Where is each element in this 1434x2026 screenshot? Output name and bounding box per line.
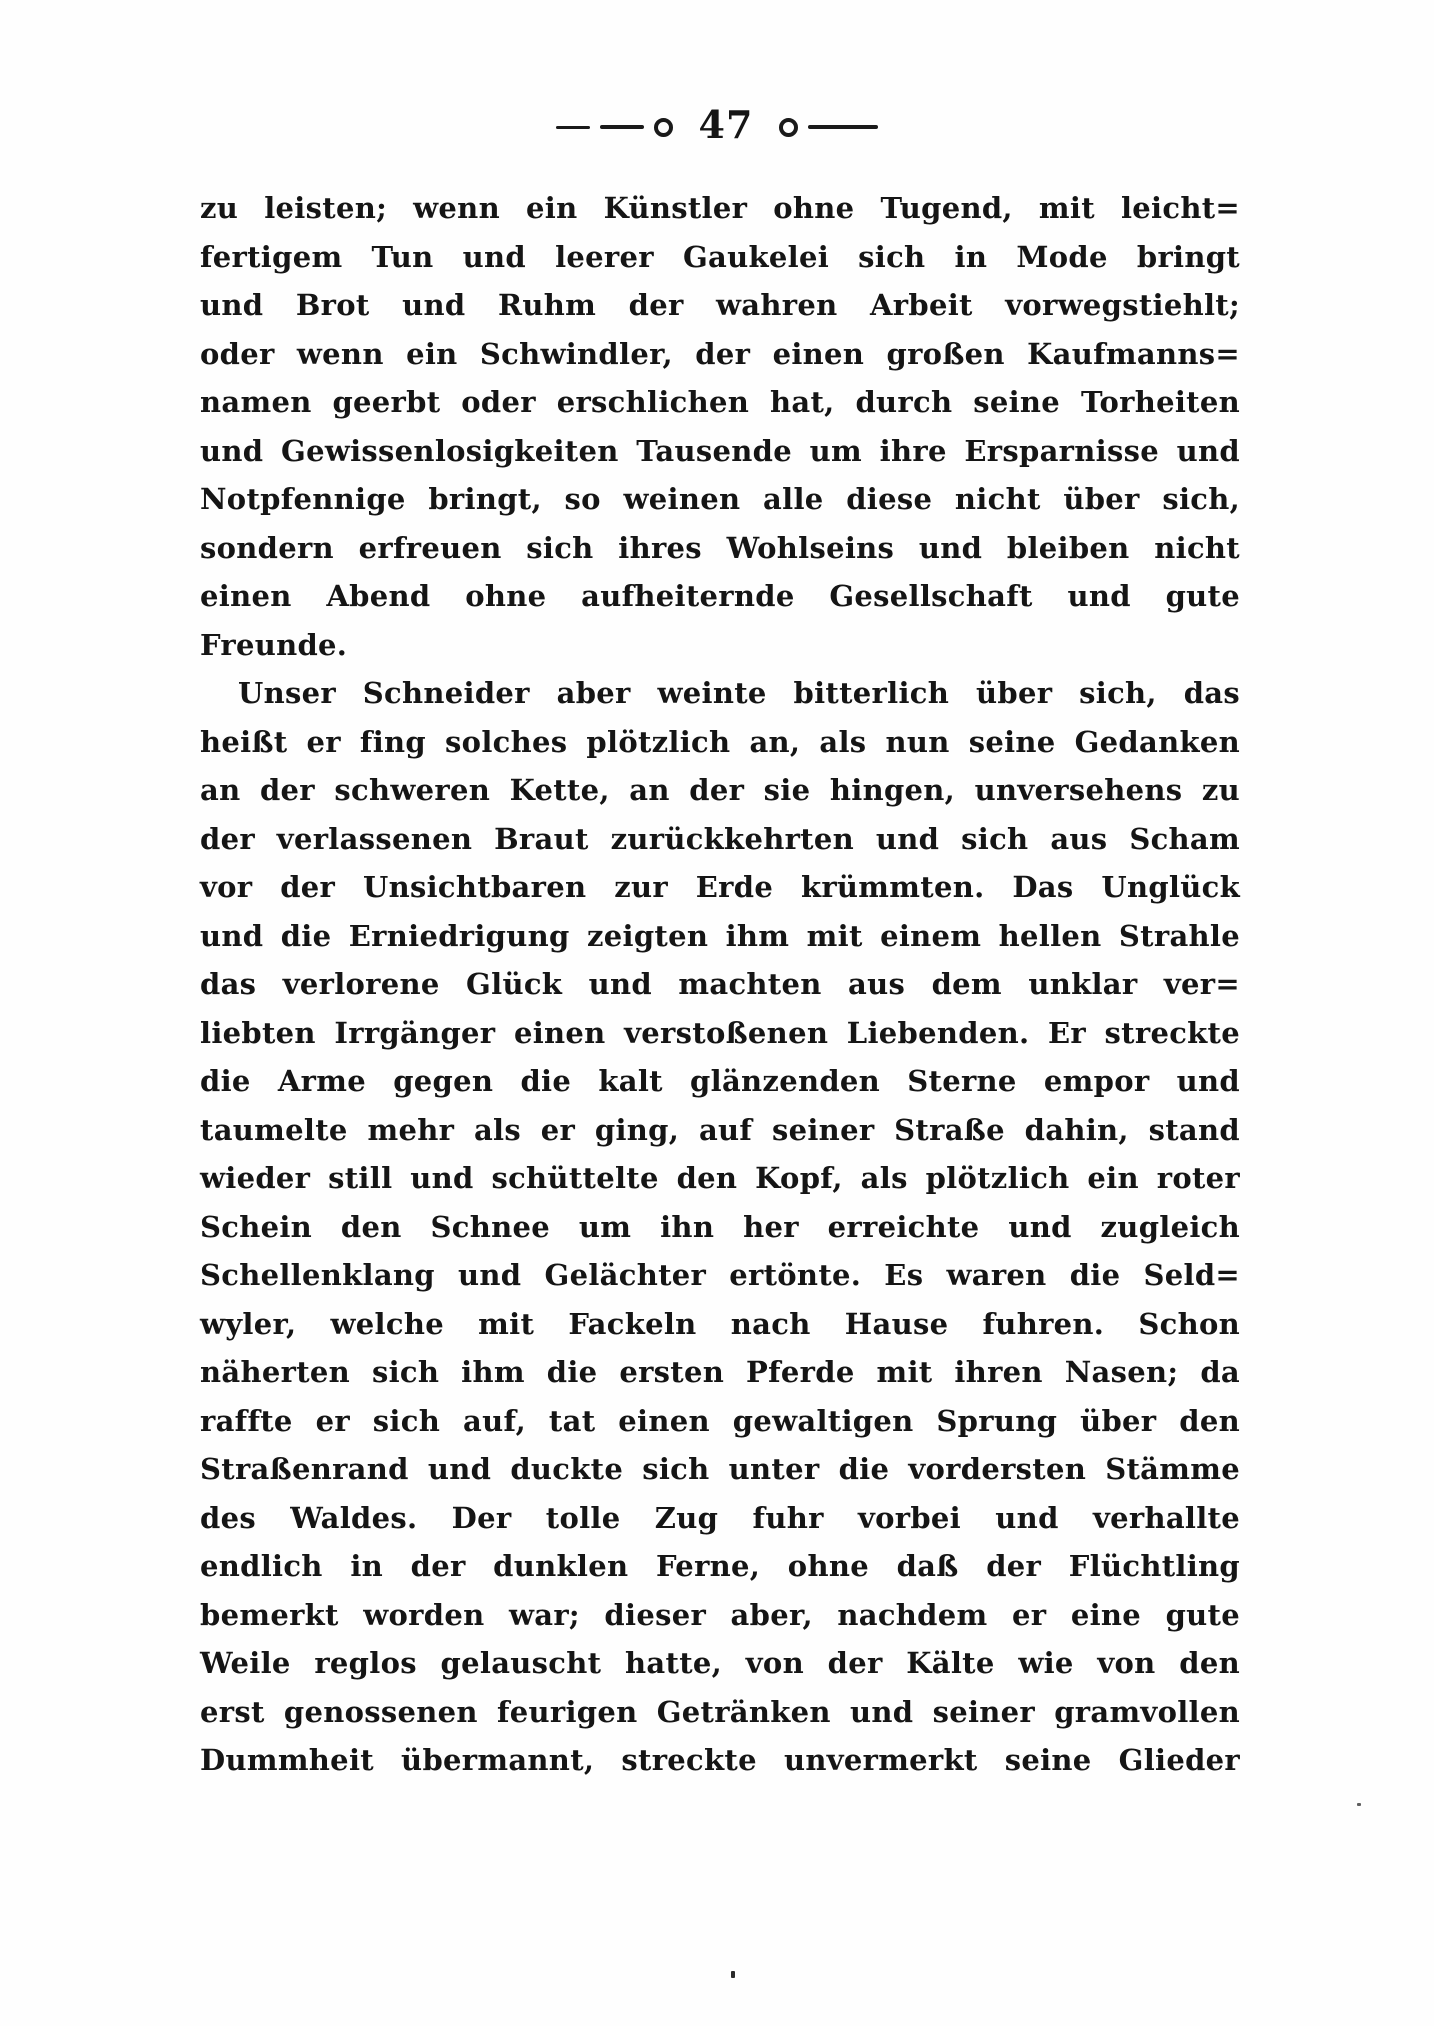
scan-speck (1357, 1803, 1361, 1806)
text-line: endlich in der dunklen Ferne, ohne daß der Flüchtling (200, 1549, 1240, 1583)
text-block (200, 184, 1240, 1785)
text-line: vor der Unsichtbaren zur Erde krümmten. Das Unglück (200, 870, 1240, 904)
text-line: Freunde. (200, 627, 348, 662)
text-line: näherten sich ihm die ersten Pferde mit ihren Nasen; da (200, 1355, 1240, 1389)
head-rule-left-inner (600, 125, 644, 129)
running-head (0, 104, 1434, 150)
text-line: das verlorene Glück und machten aus dem unklar ver= (200, 967, 1240, 1001)
text-line: heißt er fing solches plötzlich an, als nun seine Gedanken (200, 724, 1240, 759)
text-line: Notpfennige bringt, so weinen alle diese nicht über sich, (200, 482, 1240, 516)
page-number: 47 (698, 102, 754, 147)
text-line: und die Erniedrigung zeigten ihm mit einem hellen Strahle (200, 918, 1240, 953)
text-line: und Gewissenlosigkeiten Tausende um ihre Ersparnisse und (200, 433, 1240, 468)
text-line: taumelte mehr als er ging, auf seiner Straße dahin, stand (200, 1112, 1240, 1147)
text-line: wyler, welche mit Fackeln nach Hause fuhren. Schon (200, 1306, 1240, 1341)
text-line: liebten Irrgänger einen verstoßenen Liebenden. Er streckte (200, 1015, 1240, 1050)
head-ring-right-icon (779, 118, 798, 137)
text-line: des Waldes. Der tolle Zug fuhr vorbei und verhallte (200, 1500, 1240, 1535)
paragraph (200, 669, 1240, 1785)
text-line: sondern erfreuen sich ihres Wohlseins und bleiben nicht (200, 530, 1240, 565)
text-line: Weile reglos gelauscht hatte, von der Kälte wie von den (200, 1646, 1240, 1680)
text-line: die Arme gegen die kalt glänzenden Sterne empor und (200, 1064, 1240, 1098)
text-line: erst genossenen feurigen Getränken und seiner gramvollen (200, 1694, 1240, 1729)
paragraph (200, 184, 1240, 669)
text-line: bemerkt worden war; dieser aber, nachdem er eine gute (200, 1597, 1240, 1632)
text-line: fertigem Tun und leerer Gaukelei sich in Mode bringt (200, 239, 1240, 274)
text-line: wieder still und schüttelte den Kopf, als plötzlich ein roter (200, 1161, 1240, 1195)
text-line: einen Abend ohne aufheiternde Gesellschaft und gute (200, 579, 1240, 613)
text-line: namen geerbt oder erschlichen hat, durch seine Torheiten (200, 385, 1240, 419)
text-line: der verlassenen Braut zurückkehrten und sich aus Scham (200, 821, 1240, 856)
text-line: Schein den Schnee um ihn her erreichte und zugleich (200, 1209, 1240, 1244)
head-ring-left-icon (654, 118, 673, 137)
scan-speck (731, 1971, 735, 1978)
head-rule-left-outer (556, 126, 590, 129)
text-line: Schellenklang und Gelächter ertönte. Es waren die Seld= (200, 1258, 1240, 1292)
text-line: an der schweren Kette, an der sie hingen, unversehens zu (200, 773, 1240, 807)
text-line: Dummheit übermannt, streckte unvermerkt seine Glieder (200, 1743, 1240, 1777)
text-line: oder wenn ein Schwindler, der einen großen Kaufmanns= (200, 336, 1240, 371)
text-line: Straßenrand und duckte sich unter die vordersten Stämme (200, 1452, 1240, 1486)
text-line: und Brot und Ruhm der wahren Arbeit vorwegstiehlt; (200, 288, 1240, 322)
text-line: raffte er sich auf, tat einen gewaltigen Sprung über den (200, 1403, 1240, 1438)
head-rule-right (808, 125, 878, 129)
text-line: Unser Schneider aber weinte bitterlich über sich, das (238, 676, 1240, 710)
text-line: zu leisten; wenn ein Künstler ohne Tugend, mit leicht= (200, 191, 1240, 225)
